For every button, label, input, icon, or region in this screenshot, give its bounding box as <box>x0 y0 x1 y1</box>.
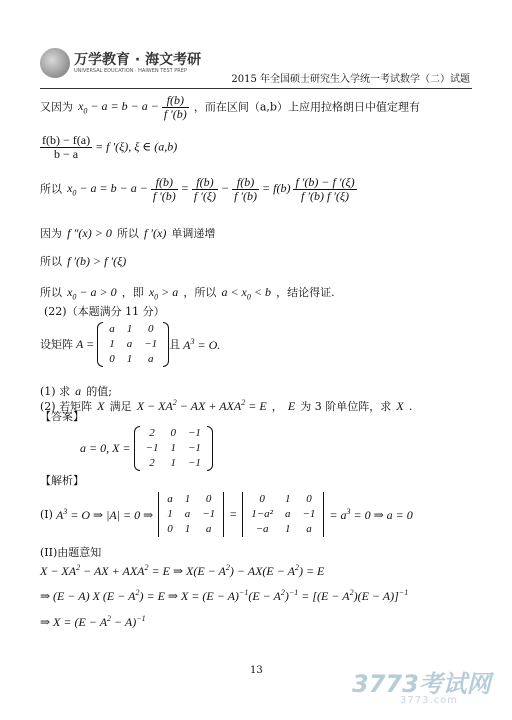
analysis-heading: 【解析】 <box>40 474 84 487</box>
matrixX-cell: −1 <box>187 427 201 439</box>
line-4-math-b: f ′(x) <box>144 226 167 240</box>
matrixX-row <box>140 456 207 471</box>
part-ii-heading: (II)由题意知 <box>40 546 102 559</box>
logo-cn-text: 万学教育 · 海文考研 <box>74 52 202 68</box>
a-cube-eq: $A^3 = O$. <box>180 336 221 352</box>
line-3 <box>40 176 357 203</box>
line-2-math: $\frac{f(b) - f(a)}{b - a}$ = f ′(ξ), ξ ∈ (a,b) <box>42 133 178 161</box>
matrix-x <box>134 426 213 471</box>
det1-cell: a <box>205 523 212 535</box>
answer-eq: a = 0, X = <box>80 441 134 455</box>
line-6-math-2: $x_0 > a$ <box>148 285 179 302</box>
matrixX-cell: −1 <box>145 442 159 454</box>
matrixA-cell: 0 <box>147 323 154 335</box>
det2-cell: −1 <box>302 508 316 520</box>
det2-cell: 1−a² <box>251 508 273 520</box>
matrixA-row <box>103 337 163 352</box>
det1-row <box>161 522 221 537</box>
det2-cell: 1 <box>284 523 291 535</box>
answer-heading: 【答案】 <box>40 410 84 423</box>
det-eq: = <box>226 507 241 521</box>
part-2-x: X <box>97 399 105 413</box>
part-i-label: (I) <box>40 507 53 521</box>
matrixA-cell: a <box>109 323 115 335</box>
header-rule <box>40 88 472 89</box>
det1-cell: 0 <box>167 523 173 535</box>
line-4-text: 因为 <box>40 227 62 240</box>
part-i-line <box>40 492 413 537</box>
part-ii-eq-2: ⇒ (E − A) X $(E - A^2) = E$ ⇒ $X = (E - A)^{-1}(E - A^2)^{-1} = [(E - A^2)(E - A)]^{-1}$ <box>40 588 409 603</box>
part-i-lhs: $A^3 = O$ ⇒ |A| = 0 ⇒ <box>52 506 157 522</box>
det1-row <box>161 507 221 522</box>
matrixA-row <box>103 352 163 367</box>
matrixA-cell: 1 <box>126 353 133 365</box>
line-6-math-1: $x_0 - a > 0$ <box>67 285 117 302</box>
line-4-math-a: f ″(x) > 0 <box>67 226 112 240</box>
answer-line <box>80 426 213 471</box>
line-1-math: $x_0 - a = b - a$ − $\frac{f(b)}{f '(b)}$ <box>78 93 187 121</box>
matrixX-cell: 0 <box>170 427 176 439</box>
part-2 <box>40 395 412 414</box>
det1-row <box>161 492 221 507</box>
det2-row <box>245 507 321 522</box>
part-2-sep: ， <box>271 400 283 413</box>
line-6-c: ，所以 <box>183 286 217 299</box>
det1-cell: 1 <box>184 523 191 535</box>
matrixX-cell: 1 <box>170 442 176 454</box>
line-5-pre: 所以 <box>40 255 62 268</box>
line-6-math-3: $a < x_0 < b$ <box>221 285 271 302</box>
matrix-a <box>97 322 169 367</box>
setm-pre: 设矩阵 <box>40 337 73 351</box>
det2-cell: 0 <box>259 493 265 505</box>
matrixA-cell: −1 <box>144 338 158 350</box>
logo-en-text: UNIVERSAL EDUCATION · HAIWEN TEST PREP <box>74 68 187 74</box>
det2-row <box>245 492 321 507</box>
header-logo <box>40 46 210 80</box>
matrixX-cell: 1 <box>170 457 176 469</box>
part-2-x2: X <box>396 399 404 413</box>
header-title: 2015 年全国硕士研究生入学统一考试数学（二）试题 <box>231 74 470 85</box>
matrixX-cell: −1 <box>187 442 201 454</box>
part-1-post: 的值; <box>86 385 112 398</box>
matrixX-cell: 2 <box>149 427 155 439</box>
part-2-e: E <box>287 399 296 413</box>
line-6 <box>40 281 335 301</box>
part-ii-eq-1: $X - XA^2$ − AX + $AXA^2 = E$ ⇒ $X(E - A^2) - AX(E - A^2) = E$ <box>40 563 325 578</box>
matrixA-cell: 1 <box>109 338 115 350</box>
line-1-mid: ，而在区间（a,b）上应用拉格朗日中值定理有 <box>193 100 420 114</box>
matrixX-row <box>140 441 207 456</box>
line-1-pre: 又因为 <box>40 100 73 114</box>
det2-cell: 1 <box>284 493 291 505</box>
det1-cell: 1 <box>167 508 173 520</box>
det-2 <box>240 492 326 537</box>
line-3-math: $x_0 - a = b - a$ − $\frac{f(b)}{f '(b)}$ = $\frac{f(b)}{f '(\xi)}$ − $\frac{f(b)}{f '(b)}$ = f(b) $\frac{f '(b) - f '(\xi)}{f '(b) f '(\xi)}$ <box>67 175 355 203</box>
det2-cell: a <box>284 508 291 520</box>
line-4-post: 单调递增 <box>171 227 216 240</box>
line-1 <box>40 94 420 121</box>
det2-cell: a <box>306 523 312 535</box>
watermark-logo: 3773考试网 <box>352 670 491 698</box>
part-2-pre: (2) 若矩阵 <box>40 400 93 413</box>
matrixA-cell: a <box>126 338 133 350</box>
matrixA-row <box>103 322 163 337</box>
det1-cell: a <box>167 493 173 505</box>
part-ii-eq-3: ⇒ $X = (E - A^2 - A)^{-1}$ <box>40 614 146 629</box>
part-2-post: 为 3 阶单位阵，求 <box>300 400 392 413</box>
line-5 <box>40 250 126 269</box>
part-i-rhs: = $a^3 = 0$ ⇒ a = 0 <box>326 506 413 522</box>
det2-cell: −a <box>255 523 269 535</box>
matrixA-cell: 0 <box>109 353 115 365</box>
line-3-pre: 所以 <box>40 182 62 196</box>
part-2-mid: 满足 <box>109 400 132 413</box>
matrixX-row <box>140 426 207 441</box>
det1-cell: 1 <box>184 493 191 505</box>
matrixX-cell: −1 <box>187 457 201 469</box>
setm-mid: 且 <box>169 337 181 351</box>
part-2-eq: $X - XA^2$ − AX + $AXA^2 = E$ <box>136 398 267 413</box>
line-6-a: 所以 <box>40 286 62 299</box>
det1-cell: a <box>184 508 191 520</box>
line-4-mid: 所以 <box>116 227 139 240</box>
part-2-end: . <box>408 400 413 413</box>
det1-cell: 0 <box>205 493 212 505</box>
q22-heading: (22)（本题满分 11 分） <box>44 305 165 318</box>
matrix-a-line <box>40 322 220 367</box>
watermark-url: 3773.com <box>400 695 458 706</box>
det1-cell: −1 <box>202 508 216 520</box>
line-5-math: f ′(b) > f ′(ξ) <box>67 254 127 268</box>
det2-cell: 0 <box>306 493 312 505</box>
matrixX-cell: 2 <box>149 457 155 469</box>
part-1-pre: (1) 求 <box>40 385 71 398</box>
line-6-b: ，即 <box>121 286 144 299</box>
page-number: 13 <box>250 665 263 676</box>
det-1 <box>156 492 226 537</box>
line-4 <box>40 222 215 241</box>
line-6-d: ，结论得证. <box>276 286 335 299</box>
part-1-var: a <box>75 384 82 398</box>
matrixA-cell: a <box>147 353 154 365</box>
matrix-a-lhs: A = <box>73 337 98 351</box>
matrixA-cell: 1 <box>126 323 133 335</box>
logo-globe-icon <box>40 48 70 78</box>
det2-row <box>245 522 321 537</box>
